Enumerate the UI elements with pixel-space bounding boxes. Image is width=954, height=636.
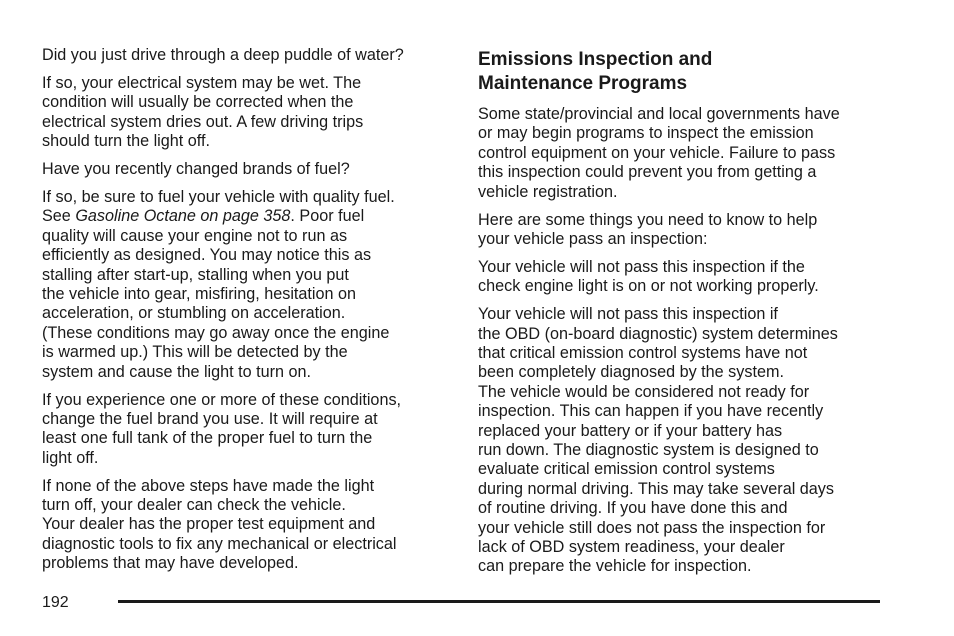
paragraph-fuel-question	[42, 160, 447, 179]
left-column	[42, 46, 447, 582]
text-line: The vehicle would be considered not ready for	[478, 382, 810, 401]
text-line: Some state/provincial and local governments have	[478, 105, 840, 123]
text-line: vehicle registration.	[478, 182, 618, 201]
text-line: quality will cause your engine not to run as	[42, 226, 348, 245]
text-line: Did you just drive through a deep puddle of water?	[42, 46, 404, 64]
section-heading	[478, 48, 883, 95]
text-line: of routine driving. If you have done this and	[478, 499, 788, 518]
paragraph-dealer-check	[42, 477, 447, 574]
text-line: (These conditions may go away once the engine	[42, 323, 390, 342]
paragraph-puddle-question	[42, 46, 447, 65]
text-line: been completely diagnosed by the system.	[478, 363, 784, 382]
text-line: lack of OBD system readiness, your dealer	[478, 538, 785, 557]
text-line: during normal driving. This may take several days	[478, 479, 834, 498]
text-line: or may begin programs to inspect the emission	[478, 124, 814, 143]
text-line: If none of the above steps have made the light	[42, 476, 375, 495]
text-line: is warmed up.) This will be detected by the	[42, 343, 348, 362]
text-line	[42, 207, 447, 226]
paragraph-quality-fuel-rest	[42, 227, 447, 382]
text-line: problems that may have developed.	[42, 554, 299, 573]
text-line: condition will usually be corrected when the	[42, 93, 354, 112]
paragraph-things-to-know	[478, 211, 883, 250]
paragraph-wet-electrical	[42, 74, 447, 152]
text-line: this inspection could prevent you from getting a	[478, 163, 817, 182]
text-line: efficiently as designed. You may notice this as	[42, 246, 372, 265]
text-line: Here are some things you need to know to help	[478, 210, 818, 229]
text-line: Your dealer has the proper test equipment and	[42, 515, 376, 534]
page-number: 192	[42, 594, 69, 611]
paragraph-check-engine-light	[478, 258, 883, 297]
text-line: change the fuel brand you use. It will require at	[42, 409, 378, 428]
text-line: Have you recently changed brands of fuel?	[42, 160, 350, 179]
footer-rule	[118, 600, 880, 603]
right-column	[478, 46, 883, 585]
text-line: stalling after start-up, stalling when you put	[42, 265, 349, 284]
text-line: the vehicle into gear, misfiring, hesitation on	[42, 284, 357, 303]
text-line: can prepare the vehicle for inspection.	[478, 557, 752, 576]
text-line: system and cause the light to turn on.	[42, 362, 312, 381]
text-line: Maintenance Programs	[478, 72, 688, 94]
paragraph-quality-fuel	[42, 188, 447, 382]
text-line: electrical system dries out. A few driving trips	[42, 112, 364, 131]
text-line: If so, your electrical system may be wet. The	[42, 73, 362, 92]
text-line: your vehicle pass an inspection:	[478, 229, 708, 248]
text-line: light off.	[42, 448, 99, 467]
text-line: acceleration, or stumbling on acceleration.	[42, 304, 346, 323]
paragraph-change-brand	[42, 391, 447, 469]
cross-reference-link[interactable]: Gasoline Octane on page 358	[75, 207, 291, 226]
text-line: control equipment on your vehicle. Failure to pass	[478, 143, 836, 162]
text-line: run down. The diagnostic system is designed to	[478, 441, 819, 459]
text-line: turn off, your dealer can check the vehicle.	[42, 496, 346, 515]
text-line: your vehicle still does not pass the inspection for	[478, 518, 826, 537]
paragraph-programs	[478, 105, 883, 202]
text-line: replaced your battery or if your battery has	[478, 421, 783, 440]
text-line: Your vehicle will not pass this inspection if the	[478, 257, 805, 276]
text-line: evaluate critical emission control systems	[478, 460, 775, 479]
text-line: check engine light is on or not working properly.	[478, 277, 819, 296]
text-line: that critical emission control systems have not	[478, 343, 808, 362]
text-line: the OBD (on-board diagnostic) system determines	[478, 324, 838, 343]
text-line: Emissions Inspection and	[478, 49, 713, 70]
see-text: See	[42, 207, 76, 226]
paragraph-obd-readiness	[478, 305, 883, 577]
text-line: diagnostic tools to fix any mechanical or electrical	[42, 534, 397, 553]
text-line: inspection. This can happen if you have recently	[478, 402, 824, 421]
text-line: If so, be sure to fuel your vehicle with quality fuel.	[42, 187, 395, 206]
text-line: should turn the light off.	[42, 132, 210, 151]
text-line: Your vehicle will not pass this inspection if	[478, 305, 778, 324]
text-line: If you experience one or more of these conditions,	[42, 390, 402, 409]
after-ref-text: . Poor fuel	[290, 207, 365, 226]
text-line: least one full tank of the proper fuel to turn the	[42, 429, 373, 448]
